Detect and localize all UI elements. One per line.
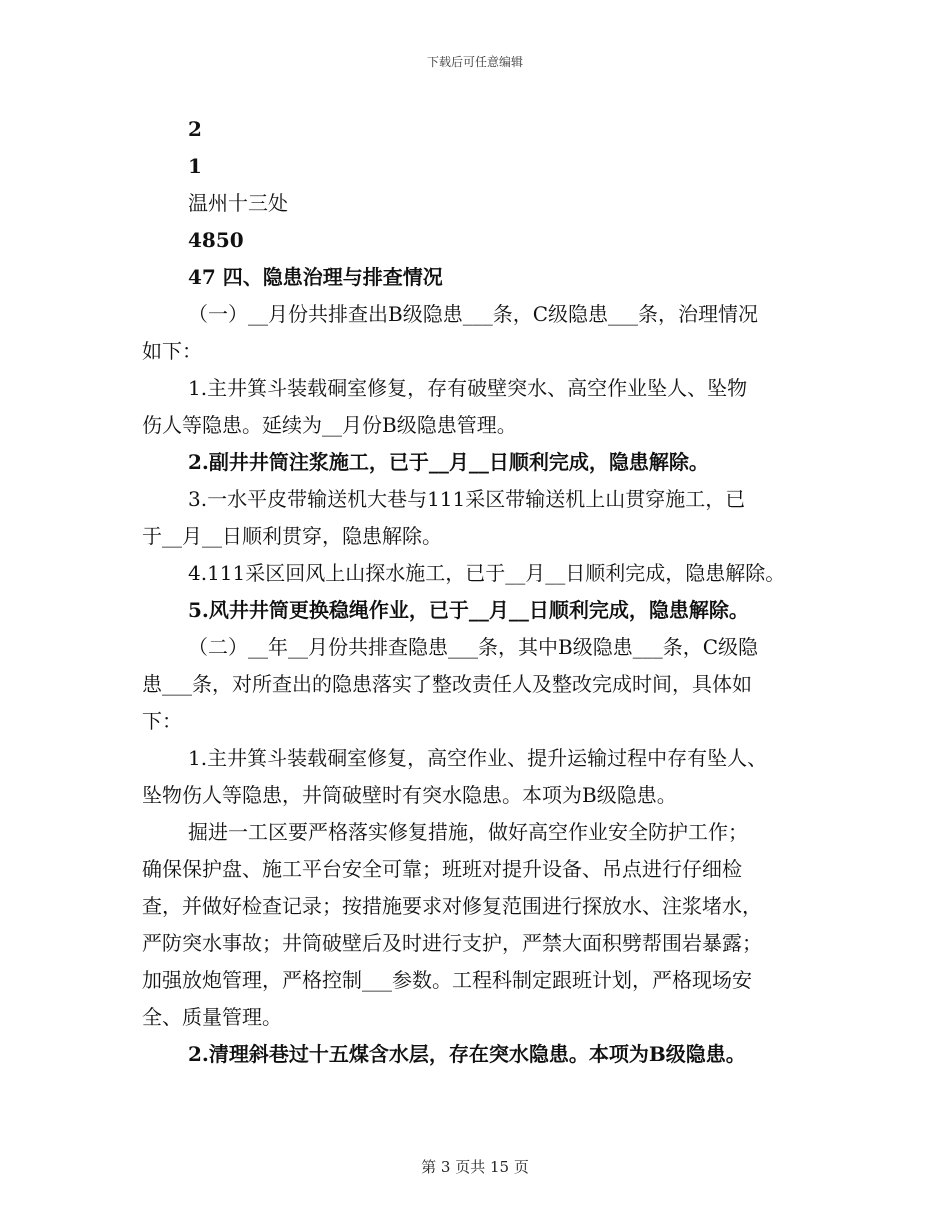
section2-intro-line2: 患___条，对所查出的隐患落实了整改责任人及整改完成时间，具体如 <box>142 672 752 696</box>
text-line-2: 2 <box>188 117 202 141</box>
measures-line5: 加强放炮管理，严格控制___参数。工程科制定跟班计划，严格现场安 <box>142 968 752 992</box>
section2-intro-line3: 下： <box>142 709 182 733</box>
measures-line2: 确保保护盘、施工平台安全可靠；班班对提升设备、吊点进行仔细检 <box>142 857 742 881</box>
page-footer: 第 3 页共 15 页 <box>421 1158 529 1176</box>
section1-item1-line2: 伤人等隐患。延续为__月份B级隐患管理。 <box>142 413 517 437</box>
section1-item3-line1: 3.一水平皮带输送机大巷与111采区带输送机上山贯穿施工，已 <box>188 487 746 511</box>
page-header: 下载后可任意编辑 <box>426 55 523 69</box>
text-line-location: 温州十三处 <box>188 191 288 215</box>
text-line-1: 1 <box>188 154 202 178</box>
measures-line1: 掘进一工区要严格落实修复措施，做好高空作业安全防护工作； <box>188 820 748 844</box>
section2-item2: 2.清理斜巷过十五煤含水层，存在突水隐患。本项为B级隐患。 <box>188 1042 746 1066</box>
section1-item1-line1: 1.主井箕斗装载硐室修复，存有破壁突水、高空作业坠人、坠物 <box>188 376 748 400</box>
section1-item4: 4.111采区回风上山探水施工，已于__月__日顺利完成，隐患解除。 <box>188 561 786 585</box>
section1-item2: 2.副井井筒注浆施工，已于__月__日顺利完成，隐患解除。 <box>188 450 709 474</box>
section1-intro-line2: 如下： <box>142 339 202 363</box>
section1-item3-line2: 于__月__日顺利贯穿，隐患解除。 <box>142 524 442 548</box>
document-body <box>142 111 822 1073</box>
measures-line4: 严防突水事故；井筒破壁后及时进行支护，严禁大面积劈帮围岩暴露； <box>142 931 762 955</box>
section2-intro-line1: （二）__年__月份共排查隐患___条，其中B级隐患___条，C级隐 <box>188 635 758 659</box>
section1-intro-line1: （一）__月份共排查出B级隐患___条，C级隐患___条，治理情况 <box>188 302 758 326</box>
measures-line6: 全、质量管理。 <box>142 1005 282 1029</box>
section2-item1-line1: 1.主井箕斗装载硐室修复，高空作业、提升运输过程中存有坠人、 <box>188 746 768 770</box>
text-line-number: 4850 <box>188 228 244 252</box>
section-heading: 47 四、隐患治理与排查情况 <box>188 265 443 289</box>
section2-item1-line2: 坠物伤人等隐患，井筒破壁时有突水隐患。本项为B级隐患。 <box>142 783 677 807</box>
measures-line3: 查，并做好检查记录；按措施要求对修复范围进行探放水、注浆堵水， <box>142 894 762 918</box>
section1-item5: 5.风井井筒更换稳绳作业，已于__月__日顺利完成，隐患解除。 <box>188 598 749 622</box>
